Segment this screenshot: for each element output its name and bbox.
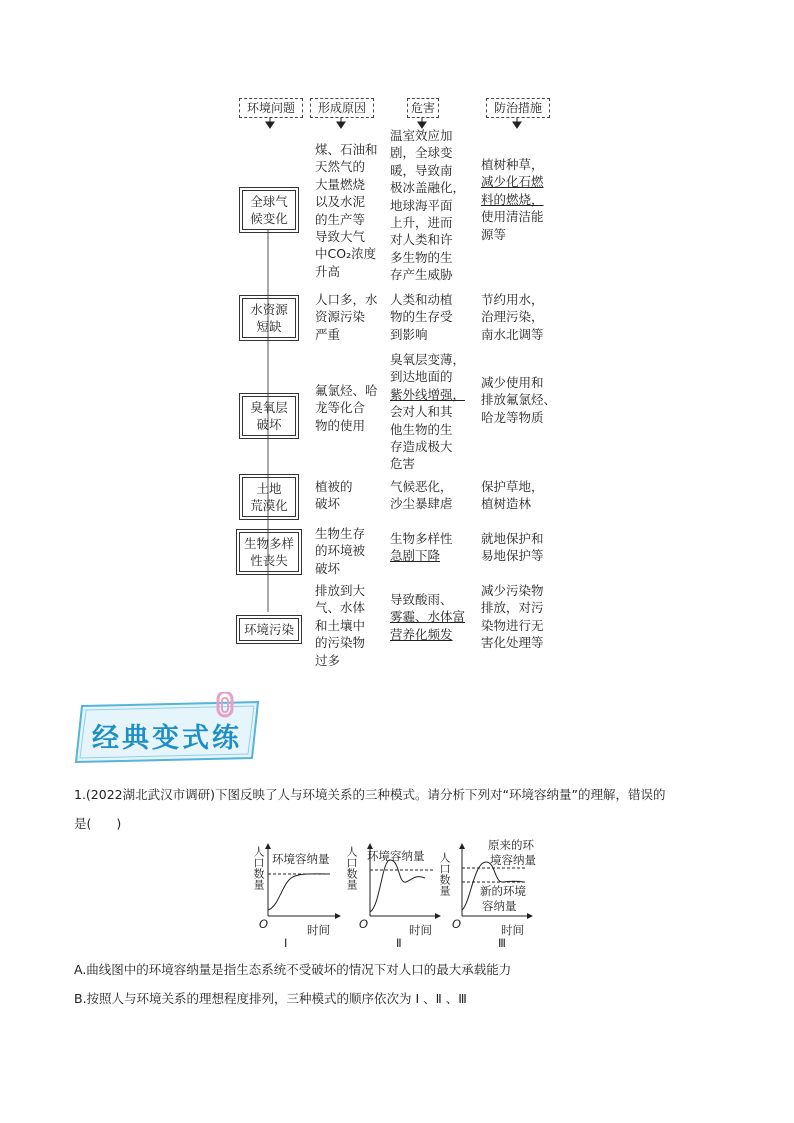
measure-climate-change: 植树种草， 减少化石燃 料的燃烧， 使用清洁能 源等 xyxy=(481,157,544,242)
graph1-xlabel: 时间 xyxy=(307,923,330,937)
cause-desertification: 植被的 破坏 xyxy=(315,479,353,512)
option-a: A.曲线图中的环境容纳量是指生态系统不受破坏的情况下对人口的最大承载能力 xyxy=(74,962,512,977)
header-harm: 危害 xyxy=(407,98,439,118)
graph1-origin: O xyxy=(259,917,269,931)
graph3-original-capacity: 原来的环 境容纳量 xyxy=(488,838,536,867)
measure-water-shortage: 节约用水， 治理污染， 南水北调等 xyxy=(481,292,544,342)
graph3-origin: O xyxy=(452,917,462,931)
section-title: 经典变式练 xyxy=(92,723,242,754)
cause-biodiversity-loss: 生物生存 的环境被 破坏 xyxy=(315,526,366,576)
measure-biodiversity-loss: 就地保护和 易地保护等 xyxy=(481,531,544,564)
issue-climate-change: 全球气 候变化 xyxy=(242,190,296,230)
graph2-numeral: Ⅱ xyxy=(396,936,402,950)
graph1-ylabel: 人口数量 xyxy=(252,846,265,890)
measure-ozone-depletion: 减少使用和 排放氟氯烃、 哈龙等物质 xyxy=(481,375,557,425)
graph2-xlabel: 时间 xyxy=(409,923,432,937)
cause-ozone-depletion: 氟氯烃、哈 龙等化合 物的使用 xyxy=(315,383,378,433)
cause-climate-change: 煤、石油和 天然气的 大量燃烧 以及水泥 的生产等 导致大气 中CO₂浓度 升高 xyxy=(315,142,378,279)
graph3-xlabel: 时间 xyxy=(501,923,524,937)
issue-desertification: 土地 荒漠化 xyxy=(242,477,296,517)
graph3-new-capacity: 新的环境 容纳量 xyxy=(480,884,526,913)
harm-biodiversity-loss: 生物多样性 急剧下降 xyxy=(390,531,453,564)
measure-pollution: 减少污染物 排放，对污 染物进行无 害化处理等 xyxy=(481,583,544,651)
cause-pollution: 排放到大 气、水体 和土壤中 的污染物 过多 xyxy=(315,583,366,668)
graph1-numeral: Ⅰ xyxy=(284,936,288,950)
issue-biodiversity-loss: 生物多样 性丧失 xyxy=(239,532,299,572)
harm-pollution: 导致酸雨、 雾霾、水体富 营养化频发 xyxy=(390,592,466,642)
harm-water-shortage: 人类和动植 物的生存受 到影响 xyxy=(390,292,453,342)
header-measure: 防治措施 xyxy=(486,98,550,118)
harm-ozone-depletion: 臭氧层变薄， 到达地面的 紫外线增强， 会对人和其 他生物的生 存造成极大 危害 xyxy=(390,352,466,472)
graph2-ylabel: 人口数量 xyxy=(345,846,358,890)
header-issue: 环境问题 xyxy=(239,98,303,118)
harm-desertification: 气候恶化， 沙尘暴肆虐 xyxy=(390,479,453,512)
measure-desertification: 保护草地， 植树造林 xyxy=(481,479,544,512)
graph3-numeral: Ⅲ xyxy=(498,936,506,950)
graph2-origin: O xyxy=(359,917,369,931)
header-cause: 形成原因 xyxy=(310,98,374,118)
option-b: B.按照人与环境关系的理想程度排列，三种模式的顺序依次为 Ⅰ 、Ⅱ 、Ⅲ xyxy=(74,991,467,1006)
graph1-capacity-label: 环境容纳量 xyxy=(272,852,330,866)
graph3-ylabel: 人口数量 xyxy=(438,852,451,896)
issue-pollution: 环境污染 xyxy=(239,618,299,641)
harm-climate-change: 温室效应加 剧，全球变 暖，导致南 极冰盖融化， 地球海平面 上升，进而 对人类和许 多生物的生 存产生威胁 xyxy=(390,128,466,283)
cause-water-shortage: 人口多，水 资源污染 严重 xyxy=(315,292,378,342)
issue-water-shortage: 水资源 短缺 xyxy=(242,298,296,338)
question-stem: 1.(2022湖北武汉市调研)下图反映了人与环境关系的三种模式。请分析下列对“环境容纳量”的理解，错误的 xyxy=(74,787,666,802)
issue-ozone-depletion: 臭氧层 破坏 xyxy=(242,396,296,436)
graph2-capacity-label: 环境容纳量 xyxy=(367,849,425,863)
question-stem-cont: 是( ) xyxy=(74,816,122,831)
